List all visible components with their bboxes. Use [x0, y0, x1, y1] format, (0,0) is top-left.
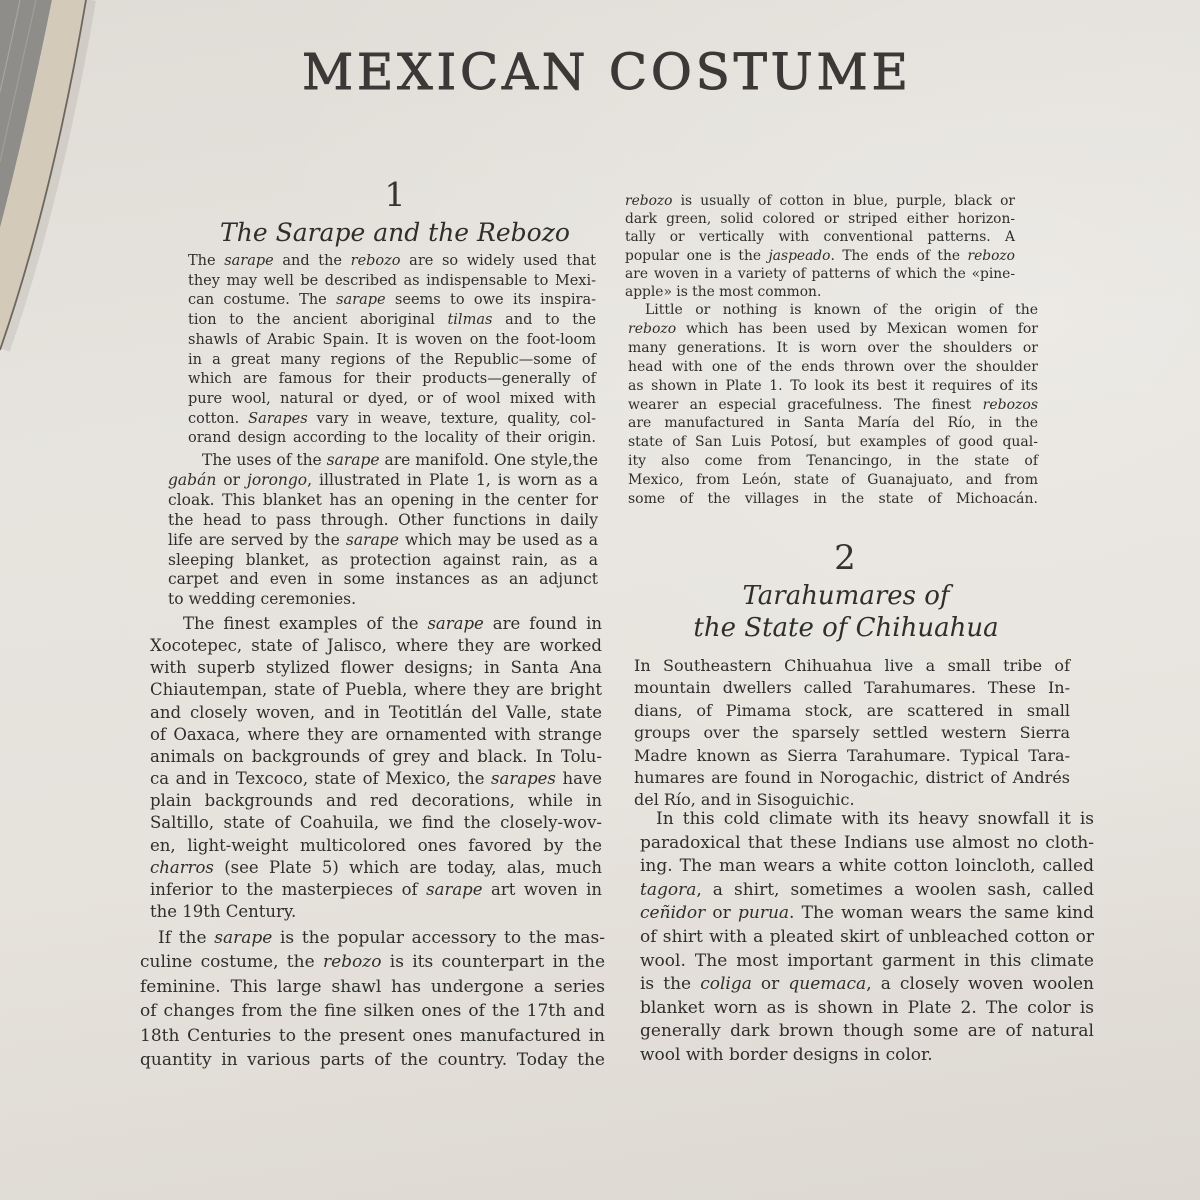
italic-term: rebozo — [322, 952, 382, 973]
text-run: en, light-weight multicolored ones favored by the — [150, 835, 602, 855]
text-run: paradoxical that these Indians use almost no cloth- — [640, 832, 1094, 853]
text-run: seems to owe its inspira- — [385, 292, 596, 309]
text-line — [628, 301, 1038, 320]
text-run: feminine. This large shawl has undergone a series — [140, 976, 605, 997]
section-number: 1 — [384, 175, 406, 214]
text-run: in a great many regions of the Republic—some of — [188, 351, 596, 368]
text-run: have — [555, 769, 602, 789]
italic-term: tilmas — [447, 312, 493, 329]
text-line — [188, 351, 596, 371]
text-run: and to the — [492, 312, 596, 329]
italic-term: sarape — [336, 292, 386, 309]
text-run: the head to pass through. Other functions in daily — [168, 510, 598, 529]
text-line — [168, 570, 598, 590]
text-line — [150, 657, 602, 679]
text-line — [634, 767, 1070, 789]
text-line — [168, 471, 598, 491]
paragraph — [168, 451, 598, 610]
text-line — [140, 926, 605, 950]
text-run: pure wool, natural or dyed, or of wool mixed with — [188, 390, 596, 407]
text-run: The — [188, 253, 225, 269]
text-run: the 19th Century. — [150, 902, 297, 922]
text-run: to wedding ceremonies. — [168, 590, 357, 609]
text-run: If the — [158, 928, 215, 948]
text-run: Saltillo, state of Coahuila, we find the closely-wov- — [150, 813, 602, 833]
text-run: popular one is the — [625, 247, 769, 264]
text-run: is usually of cotton in blue, purple, black or — [672, 193, 1015, 209]
text-line — [628, 396, 1038, 415]
text-run: cotton. — [188, 410, 249, 427]
text-run: with superb stylized flower designs; in Santa Ana — [150, 658, 602, 678]
text-line — [640, 950, 1094, 974]
text-run: or — [216, 470, 248, 489]
text-run: (see Plate 5) which are today, alas, much — [213, 857, 602, 877]
text-line — [625, 265, 1015, 283]
text-line — [634, 745, 1070, 767]
text-line — [640, 926, 1094, 950]
text-run: some of the villages in the state of Michoacán. — [628, 491, 1038, 508]
italic-term: sarapes — [491, 769, 556, 789]
text-line — [150, 768, 602, 790]
text-line — [150, 857, 602, 879]
text-line — [628, 339, 1038, 358]
italic-term: jaspeado — [768, 247, 831, 264]
text-line — [168, 551, 598, 571]
text-run: In Southeastern Chihuahua live a small tribe of — [634, 656, 1070, 675]
paragraph — [634, 655, 1070, 812]
text-line — [150, 901, 602, 923]
section-heading: The Sarape and the Rebozo — [220, 218, 570, 247]
text-line — [150, 812, 602, 834]
text-run: , illustrated in Plate 1, is worn as a — [307, 470, 598, 489]
italic-term: sarape — [326, 451, 380, 469]
text-run: , a shirt, sometimes a woolen sash, called — [696, 879, 1094, 900]
italic-term: Sarapes — [248, 410, 308, 427]
text-line — [150, 702, 602, 724]
text-line — [188, 311, 596, 331]
italic-term: purua — [737, 903, 790, 924]
text-line — [188, 390, 596, 410]
text-line — [628, 433, 1038, 452]
paragraph — [625, 192, 1015, 301]
text-line — [188, 410, 596, 430]
text-run: . The woman wears the same kind — [789, 903, 1095, 924]
text-line — [625, 228, 1015, 246]
text-line — [168, 531, 598, 551]
text-line — [625, 210, 1015, 228]
text-line — [188, 291, 596, 311]
italic-term: sarape — [427, 614, 484, 633]
text-line — [640, 1044, 1094, 1068]
text-run: , a closely woven woolen — [866, 974, 1094, 995]
paragraph — [640, 808, 1094, 1068]
paragraph — [628, 301, 1038, 509]
text-line — [140, 999, 605, 1023]
text-run: The finest examples of the — [183, 614, 428, 633]
text-run: and closely woven, and in Teotitlán del Valle, state — [150, 702, 602, 722]
text-run: generally dark brown though some are of natural — [640, 1021, 1094, 1042]
italic-term: tagora — [640, 879, 697, 900]
text-run: wearer an especial gracefulness. The finest — [628, 396, 983, 413]
text-run: inferior to the masterpieces of — [150, 879, 427, 899]
text-line — [640, 902, 1094, 926]
text-run: which may be used as a — [398, 530, 598, 549]
text-line — [150, 835, 602, 857]
text-line — [150, 879, 602, 901]
italic-term: coliga — [700, 974, 752, 995]
text-run: mountain dwellers called Tarahumares. These In- — [634, 678, 1070, 698]
text-line — [188, 370, 596, 390]
text-run: are so widely used that — [400, 253, 597, 269]
text-run: are woven in a variety of patterns of which the «pine- — [625, 265, 1015, 282]
text-line — [640, 973, 1094, 997]
section-number: 2 — [834, 538, 856, 578]
text-run: or — [751, 974, 789, 995]
paragraph — [188, 252, 596, 449]
text-run: of changes from the fine silken ones of the 17th and — [140, 1001, 605, 1022]
text-line — [628, 377, 1038, 396]
italic-term: sarape — [214, 928, 273, 948]
text-run: ca and in Texcoco, state of Mexico, the — [150, 769, 492, 789]
text-run: art woven in — [482, 879, 602, 899]
italic-term: gabán — [168, 470, 217, 489]
text-line — [140, 975, 605, 999]
italic-term: rebozos — [982, 396, 1038, 413]
text-line — [634, 722, 1070, 744]
text-line — [188, 429, 596, 449]
italic-term: jorongo — [247, 470, 308, 489]
text-line — [628, 414, 1038, 433]
text-line — [150, 613, 602, 635]
text-line — [150, 746, 602, 768]
text-line — [640, 879, 1094, 903]
italic-term: sarape — [345, 530, 399, 549]
text-line — [628, 358, 1038, 377]
paragraph — [140, 926, 605, 1072]
text-run: tally or vertically with conventional patterns. A — [625, 229, 1015, 246]
text-run: 18th Centuries to the present ones manufactured in — [140, 1025, 605, 1046]
text-run: of shirt with a pleated skirt of unbleached cotton or — [640, 926, 1094, 947]
text-run: del Río, and in Sisoguichic. — [634, 790, 855, 810]
italic-term: sarape — [224, 253, 274, 269]
text-run: shawls of Arabic Spain. It is woven on the foot-loom — [188, 331, 596, 348]
text-run: are found in — [483, 614, 603, 633]
italic-term: rebozo — [628, 320, 677, 337]
text-run: ity also come from Tenancingo, in the state of — [628, 453, 1038, 470]
text-line — [150, 724, 602, 746]
text-run: and the — [273, 253, 351, 269]
text-line — [168, 451, 598, 471]
text-line — [625, 283, 1015, 301]
text-run: blanket worn as is shown in Plate 2. The color is — [640, 997, 1094, 1018]
italic-term: rebozo — [350, 253, 401, 269]
text-line — [640, 1020, 1094, 1044]
text-run: of Oaxaca, where they are ornamented with strange — [150, 724, 602, 744]
text-run: they may well be described as indispensable to Mexi- — [188, 272, 596, 289]
text-line — [140, 1048, 605, 1072]
page-title: MEXICAN COSTUME — [302, 43, 912, 101]
text-run: vary in weave, texture, quality, col- — [307, 410, 596, 427]
text-run: tion to the ancient aboriginal — [188, 312, 448, 329]
text-run: state of San Luis Potosí, but examples of good qual- — [628, 434, 1038, 451]
text-line — [640, 808, 1094, 832]
text-run: ing. The man wears a white cotton loincloth, called — [640, 856, 1094, 877]
text-run: plain backgrounds and red decorations, while in — [150, 791, 602, 811]
text-line — [628, 490, 1038, 509]
text-run: quantity in various parts of the country. Today the — [140, 1050, 605, 1071]
text-run: apple» is the most common. — [625, 284, 822, 301]
text-run: cloak. This blanket has an opening in the center for — [168, 490, 598, 509]
text-line — [628, 320, 1038, 339]
text-run: humares are found in Norogachic, district of Andrés — [634, 768, 1070, 788]
text-line — [625, 192, 1015, 210]
text-run: . The ends of the — [830, 247, 968, 264]
section-heading-line: Tarahumares of — [742, 581, 950, 611]
text-run: which are famous for their products—generally of — [188, 371, 596, 388]
paragraph — [150, 613, 602, 923]
text-line — [168, 511, 598, 531]
text-line — [188, 331, 596, 351]
text-line — [168, 491, 598, 511]
text-run: Chiautempan, state of Puebla, where they are bright — [150, 680, 602, 700]
text-line — [634, 677, 1070, 699]
text-line — [168, 590, 598, 610]
text-run: head with one of the ends thrown over the shoulder — [628, 358, 1038, 375]
text-run: as shown in Plate 1. To look its best it requires of its — [628, 377, 1038, 394]
italic-term: sarape — [426, 879, 483, 899]
text-line — [188, 272, 596, 292]
italic-term: quemaca — [788, 974, 867, 995]
text-run: life are served by the — [168, 530, 346, 549]
text-run: Madre known as Sierra Tarahumare. Typical Tara- — [634, 745, 1070, 765]
text-line — [640, 997, 1094, 1021]
text-run: is the popular accessory to the mas- — [272, 928, 605, 948]
text-run: or — [705, 903, 738, 924]
text-run: are manufactured in Santa María del Río, in the — [628, 415, 1038, 432]
text-line — [625, 247, 1015, 265]
text-run: is its counterpart in the — [381, 952, 606, 973]
text-run: orand design according to the locality of their origin. — [188, 430, 596, 447]
text-line — [640, 832, 1094, 856]
text-line — [140, 950, 605, 974]
text-run: wool with border designs in color. — [640, 1044, 933, 1065]
text-line — [634, 700, 1070, 722]
text-run: Xocotepec, state of Jalisco, where they are worked — [150, 636, 602, 656]
text-run: many generations. It is worn over the shoulders or — [628, 339, 1038, 356]
text-line — [628, 452, 1038, 471]
text-line — [150, 679, 602, 701]
text-run: The uses of the — [202, 451, 327, 469]
book-page-edges — [0, 0, 120, 360]
text-run: dians, of Pimama stock, are scattered in small — [634, 700, 1070, 720]
italic-term: charros — [150, 857, 214, 877]
text-line — [150, 790, 602, 812]
italic-term: rebozo — [625, 193, 673, 209]
text-line — [628, 471, 1038, 490]
text-run: which has been used by Mexican women for — [676, 320, 1038, 337]
text-run: Little or nothing is known of the origin of the — [645, 302, 1038, 318]
text-run: carpet and even in some instances as an adjunct — [168, 570, 598, 589]
text-run: animals on backgrounds of grey and black. In Tolu- — [150, 746, 602, 766]
text-line — [140, 1024, 605, 1048]
section-heading-line: the State of Chihuahua — [693, 613, 999, 643]
text-run: culine costume, the — [140, 952, 323, 973]
text-run: Mexico, from León, state of Guanajuato, and from — [628, 472, 1038, 489]
italic-term: ceñidor — [640, 903, 706, 924]
text-run: wool. The most important garment in this climate — [640, 950, 1094, 971]
text-run: is the — [640, 974, 701, 995]
text-line — [150, 635, 602, 657]
text-run: sleeping blanket, as protection against rain, as a — [168, 550, 598, 569]
text-line — [640, 855, 1094, 879]
text-run: dark green, solid colored or striped either horizon- — [625, 211, 1015, 228]
text-line — [188, 252, 596, 272]
text-run: are manifold. One style,the — [379, 451, 598, 469]
text-run: In this cold climate with its heavy snowfall it is — [656, 809, 1094, 829]
text-run: groups over the sparsely settled western Sierra — [634, 723, 1070, 743]
text-line — [634, 655, 1070, 677]
text-run: can costume. The — [188, 292, 337, 309]
section-heading — [680, 580, 1012, 644]
italic-term: rebozo — [967, 247, 1015, 264]
